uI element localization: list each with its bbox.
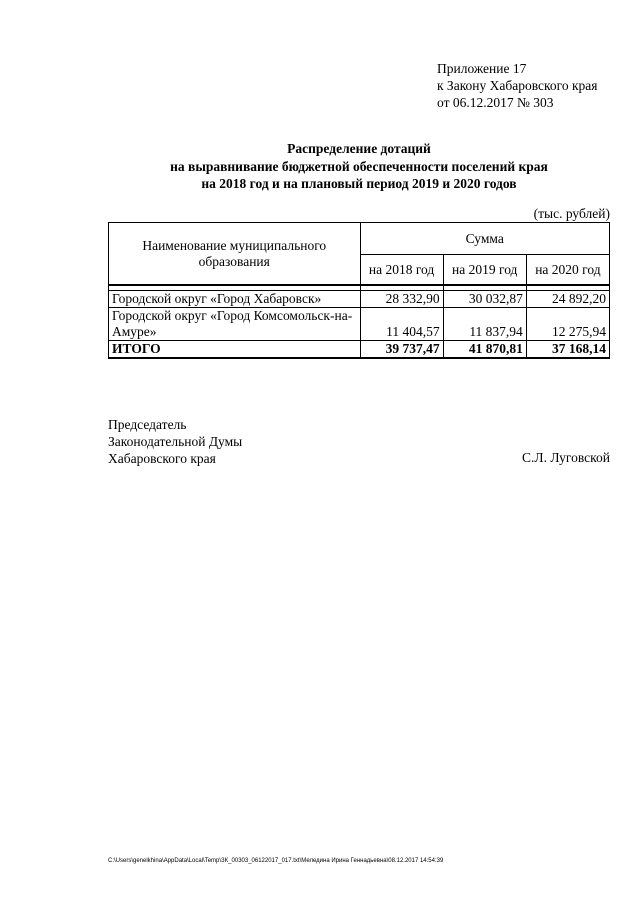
row-value-2018: 28 332,90: [360, 291, 443, 308]
total-value-2020: 37 168,14: [526, 341, 609, 359]
row-value-2018: 11 404,57: [360, 308, 443, 341]
title-line-2: на выравнивание бюджетной обеспеченности поселений края: [170, 158, 548, 174]
header-year-2020: на 2020 год: [526, 255, 609, 286]
annex-date: от 06.12.2017 № 303: [437, 95, 554, 110]
row-value-2019: 11 837,94: [443, 308, 526, 341]
header-municipality: Наименование муниципального образования: [109, 223, 361, 286]
annex-law: к Закону Хабаровского края: [437, 78, 598, 93]
signatory-position-1: Председатель: [108, 417, 187, 432]
file-path-footer: C:\Users\genelkhina\AppData\Local\Temp\ЗК_00303_06122017_017.txt\Меледина Ирина Геннадьевна\08.12.2017 14:54:39: [108, 858, 444, 864]
total-value-2018: 39 737,47: [360, 341, 443, 359]
row-value-2019: 30 032,87: [443, 291, 526, 308]
total-value-2019: 41 870,81: [443, 341, 526, 359]
row-name: Городской округ «Город Хабаровск»: [109, 291, 361, 308]
row-value-2020: 12 275,94: [526, 308, 609, 341]
total-label: ИТОГО: [109, 341, 361, 359]
header-year-2018: на 2018 год: [360, 255, 443, 286]
table-row: [109, 308, 610, 341]
title-line-3: на 2018 год и на плановый период 2019 и 2020 годов: [201, 176, 517, 191]
signatory-position-3: Хабаровского края: [108, 451, 216, 466]
units-label: (тыс. рублей): [533, 206, 610, 221]
table-row: [109, 291, 610, 308]
document-title: [108, 140, 610, 193]
row-name: Городской округ «Город Комсомольск-на-Амуре»: [109, 308, 361, 341]
annex-reference: [437, 60, 598, 111]
title-line-1: Распределение дотаций: [287, 141, 431, 156]
table-header-row: [109, 223, 610, 255]
header-year-2019: на 2019 год: [443, 255, 526, 286]
subsidy-table: [108, 222, 610, 359]
signatory-name: С.Л. Луговской: [522, 450, 610, 465]
table-total-row: [109, 341, 610, 359]
annex-number: Приложение 17: [437, 61, 527, 76]
header-sum: Сумма: [360, 223, 610, 255]
row-value-2020: 24 892,20: [526, 291, 609, 308]
signatory-title: [108, 416, 242, 467]
signatory-position-2: Законодательной Думы: [108, 434, 243, 449]
